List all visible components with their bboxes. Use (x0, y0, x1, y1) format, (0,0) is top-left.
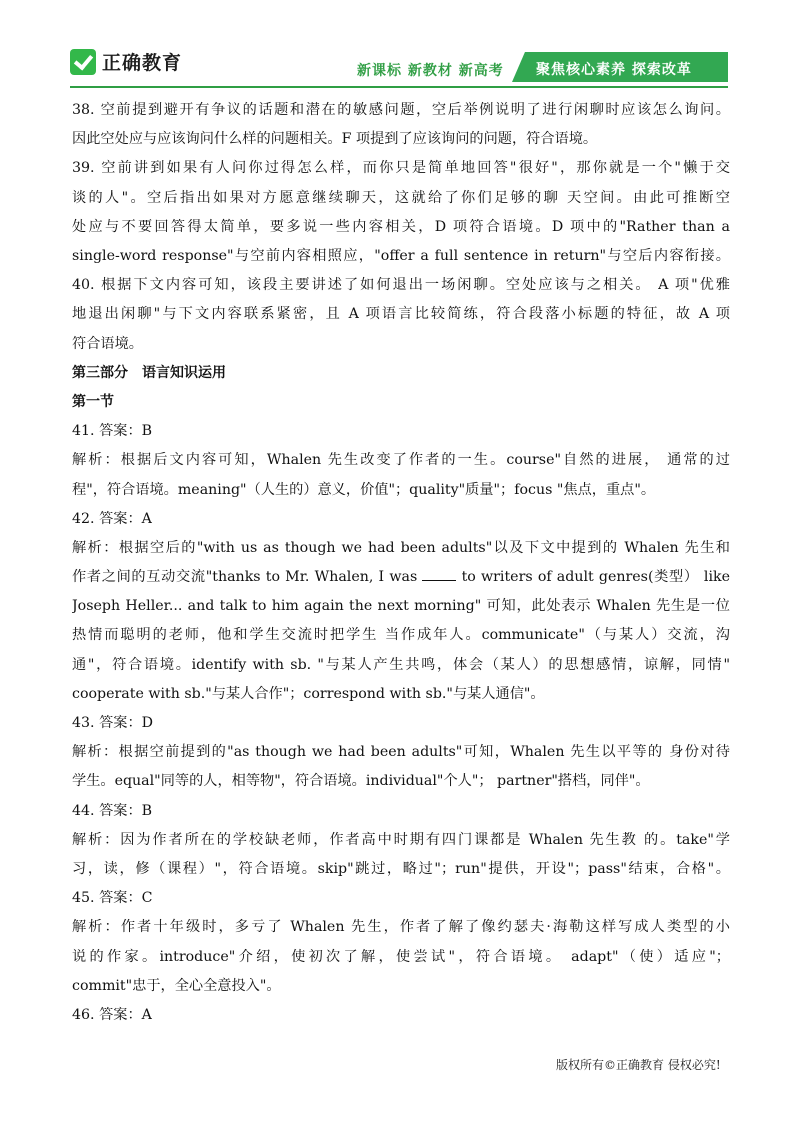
text-line: 46. 答案：A (72, 1007, 152, 1024)
text-line: 学生。equal"同等的人，相等物"，符合语境。individual"个人"； partner"搭档，同伴"。 (72, 773, 650, 790)
text-line: commit"忠于，全心全意投入"。 (72, 977, 281, 994)
text-line: 41. 答案：B (72, 423, 153, 440)
text-line: single-word response"与空前内容相照应，"offer a full sentence in return"与空后内容衔接。 (72, 247, 730, 264)
text-segment: to writers of adult genres(类型） like (456, 569, 730, 586)
text-line: 解析：根据空前提到的"as though we had been adults"可知，Whalen 先生以平等的 身份对待 (72, 744, 730, 761)
section-heading: 第三部分 语言知识运用 (72, 364, 226, 381)
text-line: 谈的人"。空后指出如果对方愿意继续聊天，这就给了你们足够的聊 天空间。由此可推断空 (72, 189, 730, 206)
text-line: 符合语境。 (72, 335, 143, 352)
text-segment: 作者之间的互动交流"thanks to Mr. Whalen, I was (72, 569, 423, 586)
text-line: cooperate with sb."与某人合作"；correspond with sb."与某人通信"。 (72, 685, 545, 702)
text-line: 处应与不要回答得太简单，要多说一些内容相关，D 项符合语境。D 项中的"Rather than a (72, 218, 730, 235)
slogan-right: 聚焦核心素养 探索改革 (536, 62, 692, 78)
fill-in-blank (422, 568, 456, 581)
text-line: 38. 空前提到避开有争议的话题和潜在的敏感问题，空后举例说明了进行闲聊时应该怎么询问。 (72, 102, 730, 118)
section-heading: 第一节 (72, 393, 114, 410)
text-line: 热情而聪明的老师，他和学生交流时把学生 当作成年人。communicate"（与某人）交流，沟 (72, 627, 730, 644)
text-line: 解析：因为作者所在的学校缺老师，作者高中时期有四门课都是 Whalen 先生教 的。take"学 (72, 831, 730, 848)
slogan-left: 新课标 新教材 新高考 (357, 63, 504, 79)
text-line: 43. 答案：D (72, 715, 154, 732)
text-line: 地退出闲聊"与下文内容联系紧密，且 A 项语言比较简练，符合段落小标题的特征，故 A 项 (72, 306, 730, 323)
text-line: 程"，符合语境。meaning"（人生的）意义，价值"；quality"质量"；focus "焦点，重点"。 (72, 481, 656, 498)
text-line: 42. 答案：A (72, 510, 152, 527)
checkmark-icon (70, 49, 96, 75)
text-line: 习，读，修（课程）"，符合语境。skip"跳过，略过"；run"提供，开设"；pass"结束，合格"。 (72, 861, 730, 878)
text-line: 通"，符合语境。identify with sb. "与某人产生共鸣，体会（某人）的思想感情，谅解，同情" (72, 656, 730, 673)
text-line: 解析：根据空后的"with us as though we had been adults"以及下文中提到的 Whalen 先生和 (72, 539, 730, 556)
text-line: 40. 根据下文内容可知，该段主要讲述了如何退出一场闲聊。空处应该与之相关。 A 项"优雅 (72, 277, 730, 294)
brand-logo (70, 48, 182, 75)
text-line: Joseph Heller... and talk to him again the next morning" 可知，此处表示 Whalen 先生是一位 (72, 598, 730, 615)
text-line: 39. 空前讲到如果有人问你过得怎么样，而你只是简单地回答"很好"，那你就是一个"懒于交 (72, 160, 730, 177)
text-line: 说的作家。introduce"介绍，使初次了解，使尝试"，符合语境。 adapt"（使）适应"； (72, 948, 730, 965)
text-line: 解析：根据后文内容可知，Whalen 先生改变了作者的一生。course"自然的进展， 通常的过 (72, 452, 730, 469)
header-divider (70, 86, 728, 88)
footer-copyright: 版权所有©正确教育 侵权必究! (556, 1058, 721, 1072)
text-line: 45. 答案：C (72, 890, 153, 907)
text-line: 解析：作者十年级时，多亏了 Whalen 先生，作者了解了像约瑟夫·海勒这样写成人类型的小 (72, 919, 730, 936)
text-line: 44. 答案：B (72, 802, 153, 819)
page-header (0, 0, 800, 92)
brand-name: 正确教育 (102, 52, 183, 74)
text-line (72, 563, 730, 592)
text-line: 因此空处应与应该询问什么样的问题相关。F 项提到了应该询问的问题，符合语境。 (72, 131, 598, 148)
document-body (72, 96, 730, 1030)
